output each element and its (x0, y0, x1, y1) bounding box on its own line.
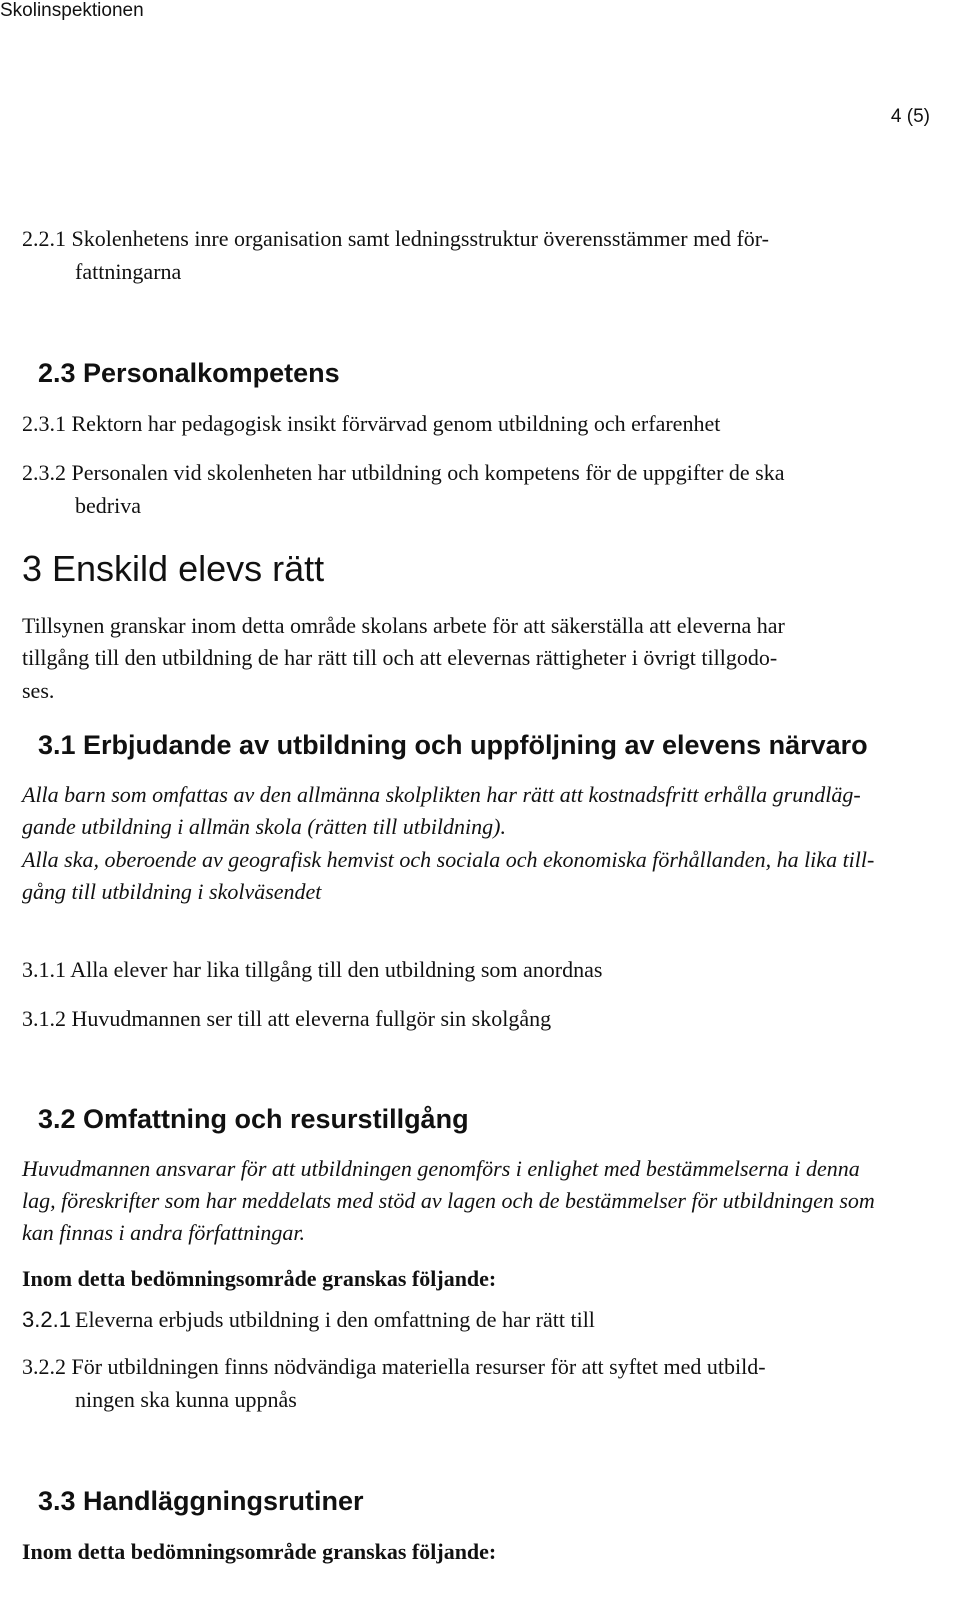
section-3-intro-line1: Tillsynen granskar inom detta område skolans arbete för att säkerställa att eleverna har (22, 613, 785, 638)
item-3-2-1-text: Eleverna erbjuds utbildning i den omfattning de har rätt till (75, 1307, 595, 1332)
section-3-2-p1-line2: lag, föreskrifter som har meddelats med stöd av lagen och de bestämmelser för utbildningen som (22, 1188, 875, 1213)
item-3-2-2-line1: 3.2.2 För utbildningen finns nödvändiga materiella resurser för att syftet med utbild- (22, 1354, 766, 1379)
section-3-1-p1-line2: gande utbildning i allmän skola (rätten till utbildning). (22, 814, 506, 839)
item-3-2-1-number: 3.2.1 (22, 1307, 71, 1332)
section-3-2-p1-line1: Huvudmannen ansvarar för att utbildningen genomförs i enlighet med bestämmelserna i denna (22, 1156, 860, 1181)
section-3-intro-line2: tillgång till den utbildning de har rätt till och att elevernas rättigheter i övrigt tillgodo- (22, 645, 778, 670)
section-3-2-p1-line3: kan finnas i andra författningar. (22, 1220, 305, 1245)
section-3-1-p2-line1: Alla ska, oberoende av geografisk hemvist och sociala och ekonomiska förhållanden, ha lika till- (22, 847, 875, 872)
item-2-3-2-line2: bedriva (75, 493, 141, 518)
heading-2-3: 2.3 Personalkompetens (38, 358, 340, 388)
section-3-2-lead: Inom detta bedömningsområde granskas följande: (22, 1266, 497, 1291)
page-header-org: Skolinspektionen (0, 0, 144, 21)
heading-3-1: 3.1 Erbjudande av utbildning och uppföljning av elevens närvaro (38, 730, 868, 760)
section-3-1-p2-line2: gång till utbildning i skolväsendet (22, 879, 322, 904)
page-number: 4 (5) (890, 106, 930, 127)
item-2-3-2-line1: 2.3.2 Personalen vid skolenheten har utbildning och kompetens för de uppgifter de ska (22, 460, 785, 485)
item-3-1-1: 3.1.1 Alla elever har lika tillgång till den utbildning som anordnas (22, 957, 603, 982)
section-3-intro-line3: ses. (22, 678, 55, 703)
section-3-3-lead: Inom detta bedömningsområde granskas följande: (22, 1539, 497, 1564)
heading-3-3: 3.3 Handläggningsrutiner (38, 1486, 364, 1516)
item-3-1-2: 3.1.2 Huvudmannen ser till att eleverna fullgör sin skolgång (22, 1006, 552, 1031)
item-2-3-1: 2.3.1 Rektorn har pedagogisk insikt förvärvad genom utbildning och erfarenhet (22, 411, 721, 436)
heading-3: 3 Enskild elevs rätt (22, 548, 325, 589)
item-2-2-1-line1: 2.2.1 Skolenhetens inre organisation samt ledningsstruktur överensstämmer med för- (22, 226, 770, 251)
item-3-2-2-line2: ningen ska kunna uppnås (75, 1387, 297, 1412)
heading-3-2: 3.2 Omfattning och resurstillgång (38, 1104, 469, 1134)
section-3-1-p1-line1: Alla barn som omfattas av den allmänna skolplikten har rätt att kostnadsfritt erhålla grundläg- (22, 782, 861, 807)
item-2-2-1-line2: fattningarna (75, 259, 182, 284)
